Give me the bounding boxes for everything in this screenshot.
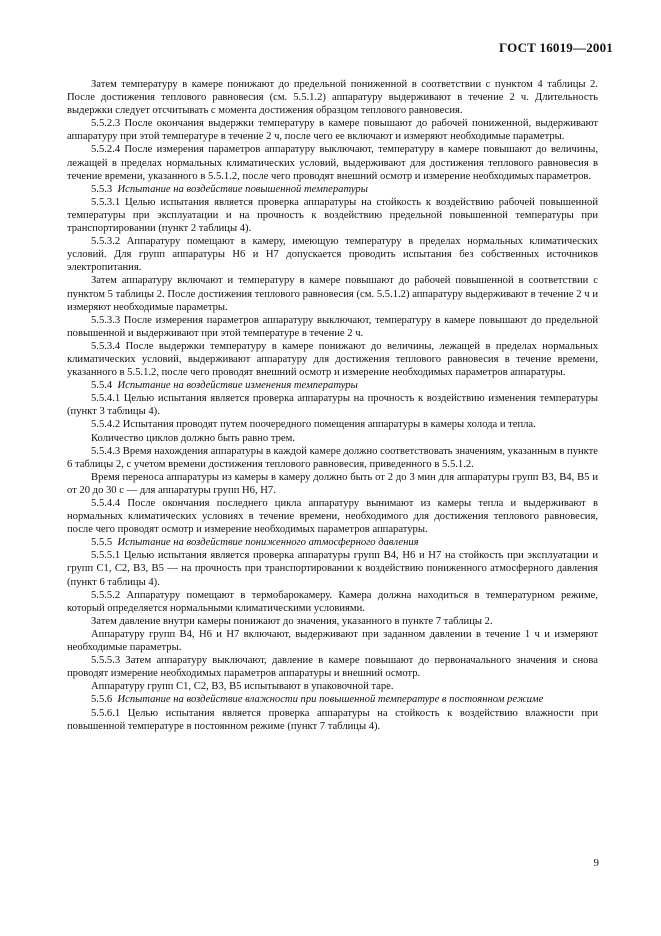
paragraph: Время переноса аппаратуры из камеры в камеру должно быть от 2 до 3 мин для аппаратуры групп В3, В4, В5 и от 20 до 30 с — для аппаратуры групп Н6, Н7. bbox=[67, 471, 598, 496]
paragraph: 5.5.2.3 После окончания выдержки температуру в камере повышают до рабочей пониженной, выдерживают аппаратуру при этой температуре в течение 2 ч, после чего ее включают и измеряют необходимые параметры. bbox=[67, 118, 598, 143]
paragraph: 5.5.4.2 Испытания проводят путем поочередного помещения аппаратуры в камеры холода и тепла. bbox=[91, 419, 536, 431]
section-heading bbox=[67, 693, 598, 706]
paragraph: 5.5.3.1 Целью испытания является проверка аппаратуры на стойкость к воздействию рабочей повышенной температуры при эксплуатации и на прочность к воздействию предельной повышенной температуры при транспортировании (пункт 2 таблицы 4). bbox=[67, 196, 598, 235]
paragraph: Аппаратуру групп С1, С2, В3, В5 испытывают в упаковочной таре. bbox=[91, 681, 394, 693]
paragraph: 5.5.5.2 Аппаратуру помещают в термобарокамеру. Камера должна находиться в температурном режиме, который определяется нормальными климатическими условиями. bbox=[67, 589, 598, 614]
paragraph: 5.5.2.4 После измерения параметров аппаратуру выключают, температуру в камере повышают до величины, лежащей в пределах нормальных климатических условий, выдерживают для достижения теплового равновесия в течение времени, указанного в 5.5.1.2, после чего проводят внешний осмотр и измерение необходимых параметров. bbox=[67, 144, 598, 182]
section-number: 5.5.6 bbox=[91, 694, 113, 706]
paragraph: 5.5.4.1 Целью испытания является проверка аппаратуры на прочность к воздействию изменения температуры (пункт 3 таблицы 4). bbox=[67, 393, 598, 418]
paragraph: Затем давление внутри камеры понижают до значения, указанного в пункте 7 таблицы 2. bbox=[91, 615, 493, 627]
section-number: 5.5.3 bbox=[91, 183, 113, 195]
section-number: 5.5.5 bbox=[91, 537, 113, 549]
paragraph: 5.5.4.3 Время нахождения аппаратуры в каждой камере должно соответствовать значениям, указанным в пункте 6 таблицы 2, с учетом времени достижения теплового равновесия, приведенного в 5.5.1.2. bbox=[67, 445, 598, 470]
paragraph: Затем температуру в камере понижают до предельной пониженной в соответствии с пунктом 4 таблицы 2. После достижения теплового равновесия (см. 5.5.1.2) аппаратуру выдерживают в течение 2 ч. Длительность выдержки следует отсчитывать с момента достижения образцом теплового равновесия. bbox=[67, 79, 598, 117]
paragraph: 5.5.3.3 После измерения параметров аппаратуру выключают, температуру в камере повышают до предельной повышенной и выдерживают при этой температуре в течение 2 ч. bbox=[67, 314, 598, 339]
section-number: 5.5.4 bbox=[91, 380, 113, 392]
paragraph: Количество циклов должно быть равно трем. bbox=[91, 432, 295, 444]
section-title: Испытание на воздействие пониженного атмосферного давления bbox=[117, 537, 419, 549]
paragraph: 5.5.3.2 Аппаратуру помещают в камеру, имеющую температуру в пределах нормальных климатических условий. Для групп аппаратуры Н6 и Н7 допускается проводить испытания без собственных источников электропитания. bbox=[67, 236, 598, 274]
section-heading bbox=[67, 183, 598, 196]
document-header: ГОСТ 16019—2001 bbox=[498, 40, 613, 55]
section-heading bbox=[67, 536, 598, 549]
document-body bbox=[67, 78, 598, 733]
section-title: Испытание на воздействие изменения температуры bbox=[117, 380, 358, 392]
section-heading bbox=[67, 379, 598, 392]
section-title: Испытание на воздействие влажности при повышенной температуре в постоянном режиме bbox=[117, 694, 544, 706]
paragraph: Затем аппаратуру включают и температуру в камере повышают до рабочей повышенной в соответствии с пунктом 5 таблицы 2. После достижения теплового равновесия (см. 5.5.1.2) аппаратуру выдерживают в течение 2 ч и измеряют необходимые параметры. bbox=[67, 275, 598, 313]
page-number: 9 bbox=[593, 857, 599, 869]
paragraph: 5.5.4.4 После окончания последнего цикла аппаратуру вынимают из камеры тепла и выдерживают в нормальных климатических условиях в течение времени, необходимого для достижения теплового равновесия, после чего проводят осмотр и измерение необходимых параметров аппаратуры. bbox=[67, 498, 598, 536]
paragraph: 5.5.5.3 Затем аппаратуру выключают, давление в камере повышают до первоначального значения и снова проводят измерение необходимых параметров аппаратуры и внешний осмотр. bbox=[67, 655, 598, 680]
paragraph: 5.5.5.1 Целью испытания является проверка аппаратуры групп В4, Н6 и Н7 на стойкость при эксплуатации и групп С1, С2, В3, В5 — на прочность при транспортировании к воздействию пониженного атмосферного давления (пункт 6 таблицы 4). bbox=[67, 550, 598, 588]
section-title: Испытание на воздействие повышенной температуры bbox=[117, 183, 368, 195]
paragraph: Аппаратуру групп В4, Н6 и Н7 включают, выдерживают при заданном давлении в течение 1 ч и измеряют необходимые параметры. bbox=[67, 628, 598, 654]
paragraph: 5.5.6.1 Целью испытания является проверка аппаратуры на стойкость к воздействию влажности при повышенной температуре в постоянном режиме (пункт 7 таблицы 4). bbox=[67, 707, 598, 732]
paragraph: 5.5.3.4 После выдержки температуру в камере понижают до величины, лежащей в пределах нормальных климатических условий, выдерживают аппаратуру для достижения теплового равновесия в течение времени, указанного в 5.5.1.2, после чего проводят внешний осмотр и измерение необходимых параметров аппаратуры. bbox=[67, 340, 598, 379]
